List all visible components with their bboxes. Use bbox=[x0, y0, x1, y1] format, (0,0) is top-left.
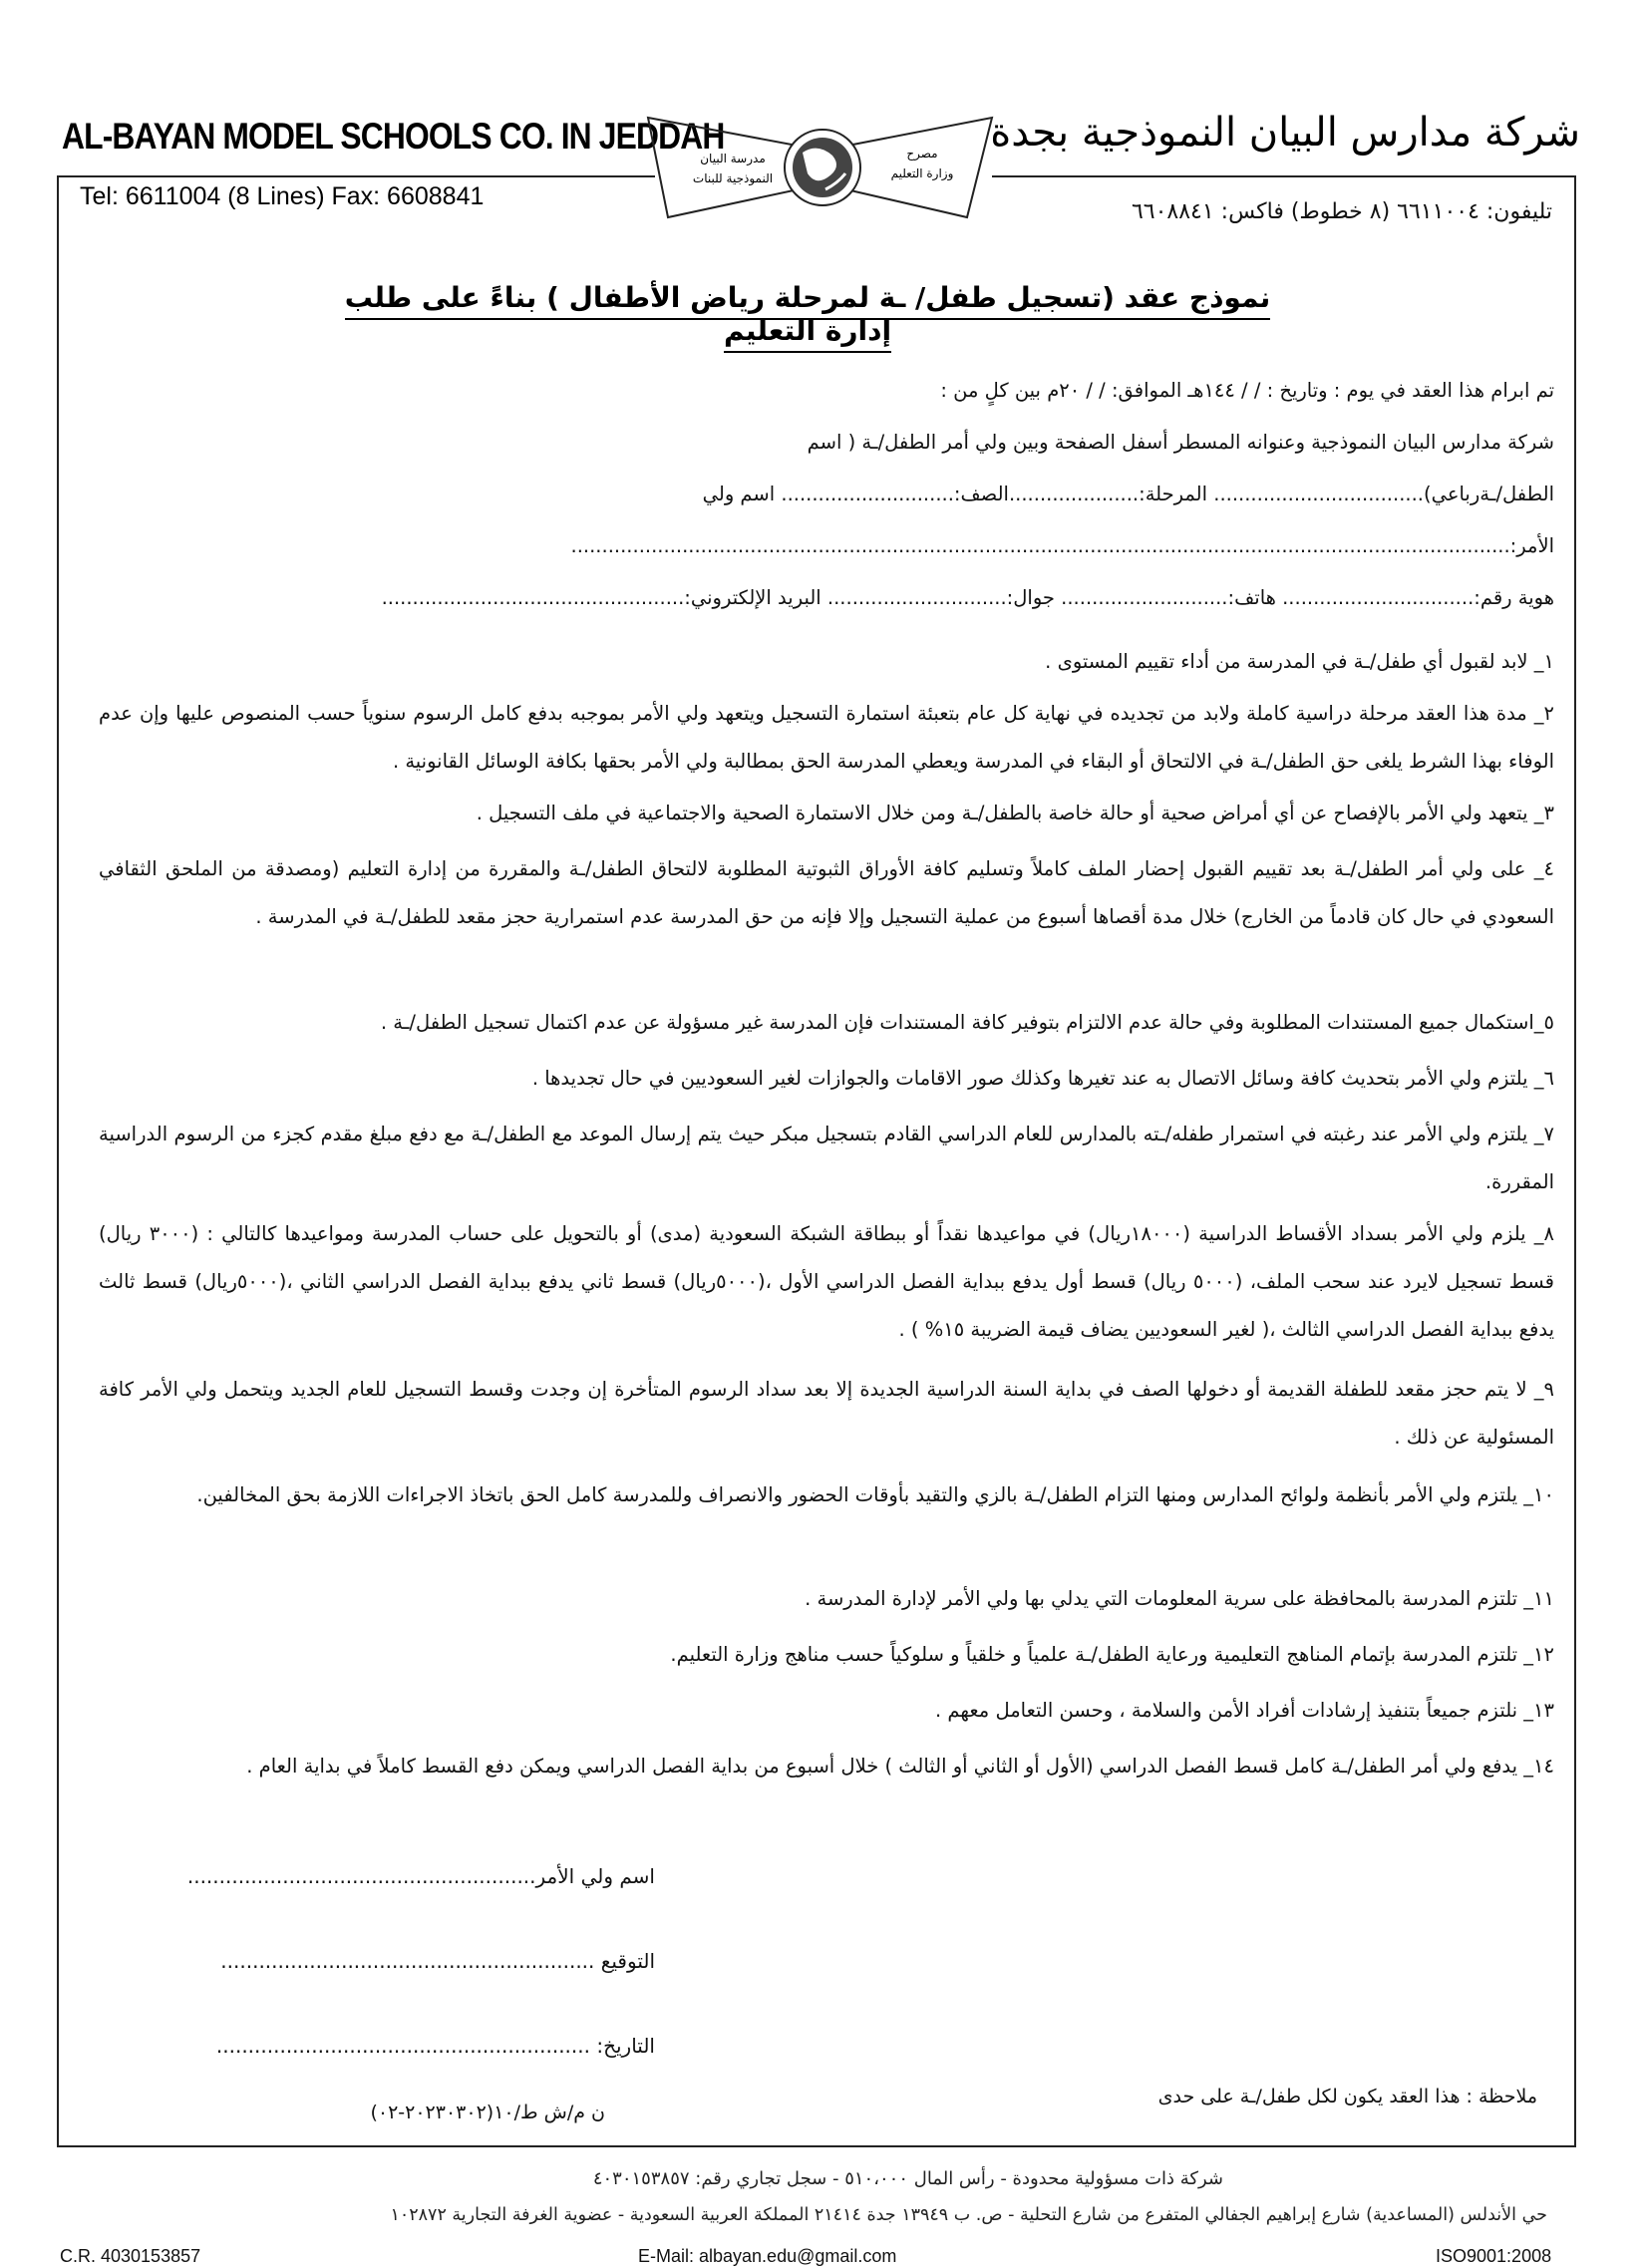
doc-code: ن م/ش ط/١٠(٢٠٢٣٠٣٠٢-٠٢) bbox=[370, 2102, 605, 2123]
svg-text:النموذجية للبنات: النموذجية للبنات bbox=[692, 171, 774, 185]
clause-4: ٤_ على ولي أمر الطفل/ـة بعد تقييم القبول إحضار الملف كاملاً وتسليم كافة الأوراق الثبوتية المطلوبة لالتحاق الطفل/ـة والمقررة من إدارة التعليم (ومصدقة من الملحق الثقافي السعودي في حال كان قادماً من الخارج) خلال مدة أقصاها أسبوع من عملية التسجيل وإلا فإنه من حق المدرسة عدم استمرارية حجز مقعد للطفل/ـة في المدرسة . bbox=[99, 857, 1554, 928]
clause-2: ٢_ مدة هذا العقد مرحلة دراسية كاملة ولابد من تجديده في نهاية كل عام بتعبئة استمارة التسجيل ويتعهد ولي الأمر بموجبه بدفع كامل الرسوم سنوياً حسب المنصوص عليها وإن عدم الوفاء بهذا الشرط يلغى حق الطفل/ـة في الالتحاق أو البقاء في المدرسة ويعطي المدرسة الحق بمطالبة ولي الأمر بحقها بكافة الوسائل القانونية . bbox=[99, 702, 1554, 773]
company-name-ar: شركة مدارس البيان النموذجية بجدة bbox=[990, 110, 1580, 156]
document-title: نموذج عقد (تسجيل طفل/ ـة لمرحلة رياض الأطفال ) بناءً على طلب إدارة التعليم bbox=[339, 281, 1276, 347]
clause-10: ١٠_ يلتزم ولي الأمر بأنظمة ولوائح المدارس ومنها التزام الطفل/ـة بالزي والتقيد بأوقات الحضور والانصراف وللمدرسة كامل الحق باتخاذ الاجراءات اللازمة بحق المخالفين. bbox=[196, 1483, 1554, 1506]
clause-12: ١٢_ تلتزم المدرسة بإتمام المناهج التعليمية ورعاية الطفل/ـة علمياً و خلقياً و سلوكياً حسب مناهج وزارة التعليم. bbox=[670, 1643, 1554, 1666]
signature-field: التوقيع ........................................................... bbox=[220, 1949, 655, 1973]
footer-company-info: شركة ذات مسؤولية محدودة - رأس المال ٥١٠،٠٠٠ - سجل تجاري رقم: ٤٠٣٠١٥٣٨٥٧ bbox=[592, 2168, 1223, 2189]
clause-3: ٣_ يتعهد ولي الأمر بالإفصاح عن أي أمراض صحية أو حالة خاصة بالطفل/ـة ومن خلال الاستمارة الصحية والاجتماعية في ملف التسجيل . bbox=[476, 802, 1554, 824]
svg-text:وزارة التعليم: وزارة التعليم bbox=[890, 166, 954, 180]
clause-14: ١٤_ يدفع ولي أمر الطفل/ـة كامل قسط الفصل الدراسي (الأول أو الثاني أو الثالث ) خلال أسبوع من بداية الفصل الدراسي ويمكن دفع القسط كاملاً في بداية العام . bbox=[246, 1755, 1554, 1778]
clause-6: ٦_ يلتزم ولي الأمر بتحديث كافة وسائل الاتصال به عند تغيرها وكذلك صور الاقامات والجوازات لغير السعوديين في حال تجديدها . bbox=[531, 1067, 1554, 1090]
clause-8: ٨_ يلزم ولي الأمر بسداد الأقساط الدراسية (١٨٠٠٠ريال) في مواعيدها نقداً أو ببطاقة الشبكة السعودية (مدى) أو بالتحويل على حساب المدرسة ومواعيدها كالتالي : (٣٠٠٠ ريال) قسط تسجيل لايرد عند سحب الملف، (٥٠٠٠ ريال) قسط أول يدفع ببداية الفصل الدراسي الأول ،(٥٠٠٠ريال) قسط ثاني يدفع ببداية الفصل الدراسي الثاني ،(٥٠٠٠ريال) قسط ثالث يدفع ببداية الفصل الدراسي الثالث ،( لغير السعوديين يضاف قيمة الضريبة ١٥% ) . bbox=[99, 1222, 1554, 1341]
date-field: التاريخ: ........................................................... bbox=[215, 2034, 655, 2058]
id-line: هوية رقم:............................... هاتف:........................... جوال:............................. البريد الإلكتروني:................................................. bbox=[381, 586, 1554, 609]
child-line: الطفل/ـةرباعي).................................. المرحلة:.....................الصف:............................ اسم ولي bbox=[702, 483, 1554, 505]
parties-line: شركة مدارس البيان النموذجية وعنوانه المسطر أسفل الصفحة وبين ولي أمر الطفل/ـة ( اسم bbox=[807, 431, 1554, 454]
frame-top-right bbox=[992, 175, 1574, 177]
clause-13: ١٣_ نلتزم جميعاً بتنفيذ إرشادات أفراد الأمن والسلامة ، وحسن التعامل معهم . bbox=[935, 1699, 1554, 1722]
clause-9: ٩_ لا يتم حجز مقعد للطفلة القديمة أو دخولها الصف في بداية السنة الدراسية الجديدة إلا بعد سداد الرسوم المتأخرة إن وجدت وقسط التسجيل للعام الجديد ويتحمل ولي الأمر كافة المسئولية عن ذلك . bbox=[99, 1378, 1554, 1449]
clause-7: ٧_ يلتزم ولي الأمر عند رغبته في استمرار طفله/ـته بالمدارس للعام الدراسي القادم بتسجيل مبكر حيث يتم إرسال الموعد مع الطفل/ـة مع دفع مبلغ مقدم كجزء من الرسوم الدراسية المقررة. bbox=[99, 1123, 1554, 1193]
clause-11: ١١_ تلتزم المدرسة بالمحافظة على سرية المعلومات التي يدلي بها ولي الأمر لإدارة المدرسة . bbox=[805, 1587, 1554, 1610]
frame-top-left bbox=[57, 175, 655, 177]
footer-email: E-Mail: albayan.edu@gmail.com bbox=[638, 2246, 897, 2266]
footer-cr: C.R. 4030153857 bbox=[60, 2246, 201, 2266]
footer-iso: ISO9001:2008 bbox=[1436, 2246, 1552, 2266]
clause-1: ١_ لابد لقبول أي طفل/ـة في المدرسة من أداء تقييم المستوى . bbox=[1045, 650, 1554, 673]
note: ملاحظة : هذا العقد يكون لكل طفل/ـة على حدى bbox=[1157, 2086, 1537, 2107]
guardian-line: الأمر:........................................................................................................................................................ bbox=[570, 534, 1554, 557]
clause-5: ٥_استكمال جميع المستندات المطلوبة وفي حالة عدم الالتزام بتوفير كافة المستندات فإن المدرسة غير مسؤولة عن عدم اكتمال تسجيل الطفل/ـة . bbox=[380, 1011, 1554, 1034]
contact-en: Tel: 6611004 (8 Lines) Fax: 6608841 bbox=[80, 182, 485, 210]
footer-address: حي الأندلس (المساعدية) شارع إبراهيم الجفالي المتفرع من شارع التحلية - ص. ب ١٣٩٤٩ جدة ٢١٤١٤ المملكة العربية السعودية - عضوية الغرفة التجارية ١٠٢٨٧٢ bbox=[390, 2205, 1547, 2225]
guardian-name-field: اسم ولي الأمر....................................................... bbox=[186, 1864, 655, 1888]
logo-text-left: مدرسة البيان bbox=[700, 152, 766, 165]
contact-ar: تليفون: ٦٦١١٠٠٤ (٨ خطوط) فاكس: ٦٦٠٨٨٤١ bbox=[1131, 199, 1552, 224]
company-name-en: AL-BAYAN MODEL SCHOOLS CO. IN JEDDAH bbox=[62, 116, 725, 157]
date-line: تم ابرام هذا العقد في يوم : وتاريخ : / / ١٤٤هـ الموافق: / / ٢٠م بين كلٍ من : bbox=[940, 379, 1554, 402]
logo-text-right: مصرح bbox=[906, 147, 938, 161]
